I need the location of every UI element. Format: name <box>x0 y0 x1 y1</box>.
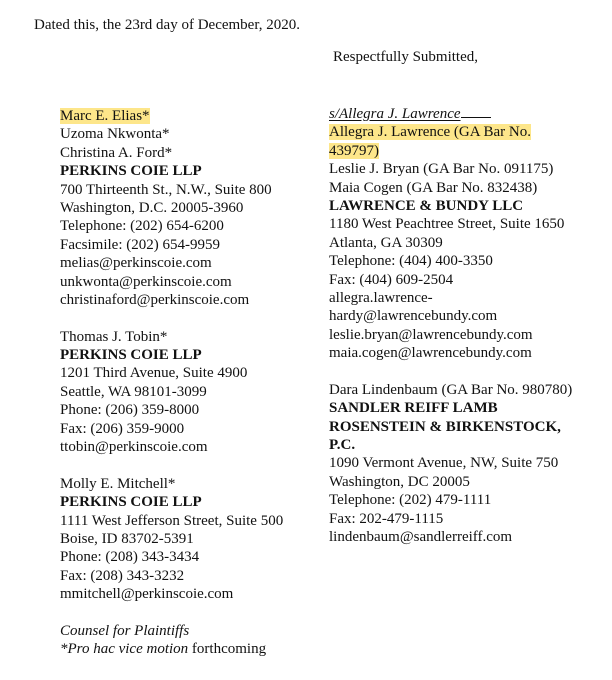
firm-address-line1: 1090 Vermont Avenue, NW, Suite 750 <box>329 455 559 472</box>
counsel-name-bryan: Leslie J. Bryan (GA Bar No. 091175) <box>329 161 554 178</box>
firm-address-line2: Seattle, WA 98101-3099 <box>60 383 207 400</box>
firm-name-line3: P.C. <box>329 437 356 454</box>
email-lawrence-part1: allegra.lawrence- <box>329 289 433 306</box>
counsel-name-lawrence: Allegra J. Lawrence (GA Bar No. <box>329 124 532 141</box>
counsel-name-elias: Marc E. Elias* <box>60 108 150 124</box>
respectfully-submitted: Respectfully Submitted, <box>333 49 478 65</box>
firm-address-line1: 1111 West Jefferson Street, Suite 500 <box>60 512 284 529</box>
telephone: Telephone: (202) 479-1111 <box>329 492 492 509</box>
counsel-for-plaintiffs: Counsel for Plaintiffs <box>60 622 190 639</box>
email-bryan: leslie.bryan@lawrencebundy.com <box>329 326 533 343</box>
counsel-name-cogen: Maia Cogen (GA Bar No. 832438) <box>329 179 538 196</box>
fax: Fax: (404) 609-2504 <box>329 271 454 288</box>
pro-hac-vice-rest: forthcoming <box>188 641 267 658</box>
firm-name: LAWRENCE & BUNDY LLC <box>329 197 524 214</box>
phone: Phone: (208) 343-3434 <box>60 549 200 566</box>
email-nkwonta: unkwonta@perkinscoie.com <box>60 273 232 290</box>
email-lindenbaum: lindenbaum@sandlerreiff.com <box>329 528 513 545</box>
counsel-name-nkwonta: Uzoma Nkwonta* <box>60 126 170 143</box>
pro-hac-vice-note <box>60 640 283 658</box>
counsel-name-ford: Christina A. Ford* <box>60 144 173 161</box>
firm-address-line1: 1201 Third Avenue, Suite 4900 <box>60 365 248 382</box>
fax: Fax: (206) 359-9000 <box>60 420 185 437</box>
signature-underline <box>461 105 491 118</box>
email-ford: christinaford@perkinscoie.com <box>60 291 250 308</box>
firm-name: PERKINS COIE LLP <box>60 347 202 364</box>
firm-address-line2: Washington, D.C. 20005-3960 <box>60 199 244 216</box>
electronic-signature: s/Allegra J. Lawrence <box>329 106 461 122</box>
firm-address-line2: Boise, ID 83702-5391 <box>60 530 194 547</box>
email-mitchell: mmitchell@perkinscoie.com <box>60 586 234 603</box>
email-lawrence-part2: hardy@lawrencebundy.com <box>329 308 498 325</box>
fax: Fax: (208) 343-3232 <box>60 567 185 584</box>
firm-address-line2: Washington, DC 20005 <box>329 473 470 490</box>
firm-name-line1: SANDLER REIFF LAMB <box>329 400 498 417</box>
counsel-bar-number-lawrence: 439797) <box>329 142 379 159</box>
left-signature-column <box>60 107 283 659</box>
counsel-name-lindenbaum: Dara Lindenbaum (GA Bar No. 980780) <box>329 381 573 398</box>
firm-name: PERKINS COIE LLP <box>60 494 202 511</box>
signature-line <box>329 105 572 123</box>
right-signature-column <box>329 105 572 546</box>
telephone: Telephone: (202) 654-6200 <box>60 218 224 235</box>
phone: Phone: (206) 359-8000 <box>60 402 200 419</box>
email-cogen: maia.cogen@lawrencebundy.com <box>329 345 532 362</box>
email-tobin: ttobin@perkinscoie.com <box>60 439 208 456</box>
fax: Fax: 202-479-1115 <box>329 510 444 527</box>
firm-address-line2: Atlanta, GA 30309 <box>329 234 443 251</box>
firm-name: PERKINS COIE LLP <box>60 163 202 180</box>
firm-name-line2: ROSENSTEIN & BIRKENSTOCK, <box>329 418 561 435</box>
pro-hac-vice-italic: *Pro hac vice motion <box>60 641 189 658</box>
counsel-name-tobin: Thomas J. Tobin* <box>60 328 168 345</box>
counsel-name-mitchell: Molly E. Mitchell* <box>60 475 176 492</box>
firm-address-line1: 700 Thirteenth St., N.W., Suite 800 <box>60 181 272 198</box>
dated-line: Dated this, the 23rd day of December, 2020. <box>34 17 300 33</box>
facsimile: Facsimile: (202) 654-9959 <box>60 236 220 253</box>
telephone: Telephone: (404) 400-3350 <box>329 253 493 270</box>
firm-address-line1: 1180 West Peachtree Street, Suite 1650 <box>329 216 565 233</box>
email-elias: melias@perkinscoie.com <box>60 255 212 272</box>
